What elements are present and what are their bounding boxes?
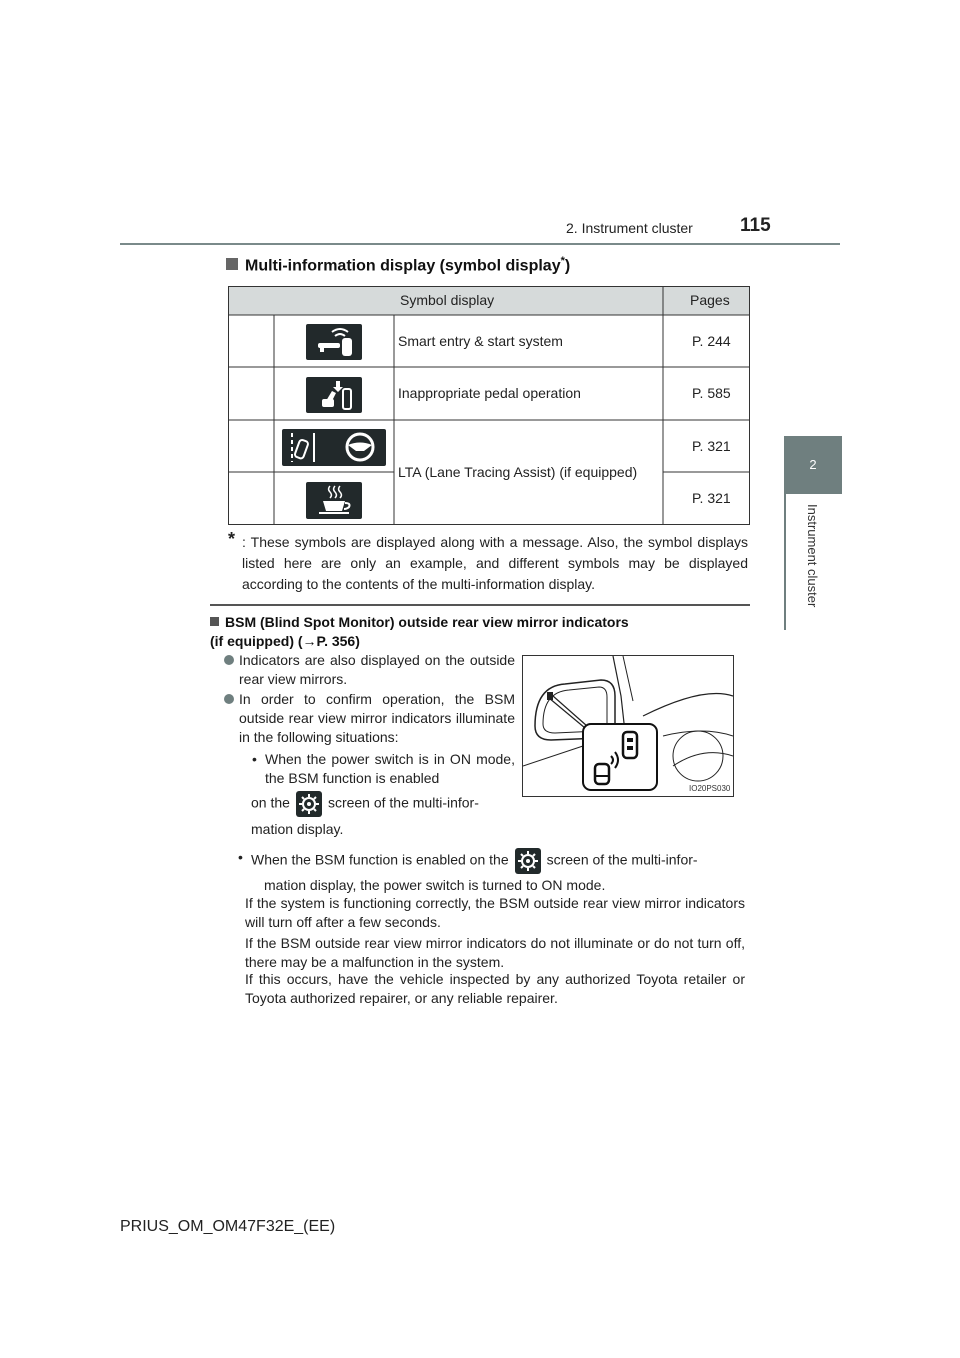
pedal-warning-icon bbox=[306, 377, 362, 413]
bsm-bullet-1-text: Indicators are also displayed on the outside rear view mirrors. bbox=[239, 652, 515, 687]
bsm-title bbox=[210, 613, 750, 651]
bsm-bullet-2 bbox=[239, 690, 515, 747]
table-header-pages: Pages bbox=[690, 292, 730, 308]
section-divider bbox=[210, 604, 750, 606]
bsm-sub-bullet-2-post: screen of the multi-infor- bbox=[546, 851, 698, 868]
bsm-paragraph-3: If this occurs, have the vehicle inspected by any authorized Toyota retailer or Toyota authorized repairer, or any reliable repairer. bbox=[245, 971, 745, 1006]
settings-gear-icon bbox=[296, 791, 322, 817]
table-row-1-description: Smart entry & start system bbox=[398, 333, 563, 349]
footnote-text: : These symbols are displayed along with a message. Also, the symbol displays listed here are only an example, and different symbols may be displayed according to the contents of the multi-information display. bbox=[242, 534, 748, 592]
figure-code: IO20PS030 bbox=[689, 784, 731, 793]
bsm-sub-bullet-2 bbox=[238, 848, 751, 874]
footnote bbox=[228, 529, 748, 595]
sub-bullet-mark: • bbox=[238, 849, 243, 865]
bsm-title-line2: (if equipped) (→P. 356) bbox=[210, 633, 360, 649]
table-row-4-page: P. 321 bbox=[692, 490, 731, 506]
bsm-bullet-1 bbox=[239, 651, 515, 689]
chapter-tab-label-text: Instrument cluster bbox=[805, 504, 820, 608]
header-rule bbox=[120, 243, 840, 245]
coffee-cup-icon bbox=[306, 482, 362, 519]
table-header-symbol: Symbol display bbox=[400, 292, 495, 308]
bsm-sub-bullet-1 bbox=[252, 750, 515, 788]
bsm-sub-bullet-1-end: mation display. bbox=[251, 821, 344, 837]
bsm-sub-bullet-2-cont bbox=[264, 876, 754, 895]
square-bullet-icon bbox=[210, 617, 219, 626]
table-row-1-page: P. 244 bbox=[692, 333, 731, 349]
section-title-mark: * bbox=[560, 255, 565, 267]
bsm-sub-bullet-2-pre: When the BSM function is enabled on the bbox=[251, 851, 509, 868]
table-row-2-page: P. 585 bbox=[692, 385, 731, 401]
bsm-paragraph-2: If the BSM outside rear view mirror indicators do not illuminate or do not turn off, there may be a malfunction in the system. bbox=[245, 935, 745, 970]
round-bullet-icon bbox=[224, 694, 234, 704]
section-header: 2. Instrument cluster bbox=[566, 220, 693, 236]
smart-key-icon bbox=[306, 324, 362, 360]
bsm-title-line1: BSM (Blind Spot Monitor) outside rear view mirror indicators bbox=[225, 614, 629, 630]
table-row-2-description: Inappropriate pedal operation bbox=[398, 385, 581, 401]
bsm-mirror-figure bbox=[522, 655, 734, 797]
symbol-table bbox=[228, 286, 750, 525]
mirror-illustration bbox=[523, 656, 733, 796]
sub-bullet-mark: • bbox=[252, 751, 257, 767]
footnote-mark: * bbox=[228, 529, 236, 549]
section-title-text: Multi-information display (symbol display bbox=[245, 257, 561, 275]
bsm-sub-bullet-1-on: on the bbox=[251, 794, 290, 811]
table-row-3-description: LTA (Lane Tracing Assist) (if equipped) bbox=[398, 464, 638, 480]
section-title-close: ) bbox=[564, 257, 571, 275]
bsm-sub-bullet-2-cont-text: mation display, the power switch is turned to ON mode. bbox=[264, 877, 606, 893]
bsm-sub-bullet-1-text: When the power switch is in ON mode, the BSM function is enabled bbox=[265, 751, 515, 786]
bsm-sub-bullet-1-screen: screen of the multi-infor- bbox=[327, 794, 479, 811]
bsm-sub-bullet-1-line3 bbox=[251, 791, 521, 817]
square-bullet-icon bbox=[226, 258, 238, 270]
bsm-sub-bullet-1-line4 bbox=[251, 820, 521, 839]
chapter-tab-number: 2 bbox=[784, 436, 842, 494]
round-bullet-icon bbox=[224, 655, 234, 665]
section-title bbox=[226, 255, 570, 275]
bsm-bullet-2-text: In order to confirm operation, the BSM outside rear view mirror indicators illuminate in the following situations: bbox=[239, 691, 515, 745]
chapter-tab-label bbox=[784, 500, 842, 630]
page-number: 115 bbox=[740, 215, 771, 236]
table-row-3-page: P. 321 bbox=[692, 438, 731, 454]
bsm-paragraph-1: If the system is functioning correctly, the BSM outside rear view mirror indicators will turn off after a few seconds. bbox=[245, 895, 745, 930]
document-code: PRIUS_OM_OM47F32E_(EE) bbox=[120, 1218, 336, 1235]
settings-gear-icon bbox=[515, 848, 541, 874]
lane-steering-icon bbox=[282, 429, 386, 466]
